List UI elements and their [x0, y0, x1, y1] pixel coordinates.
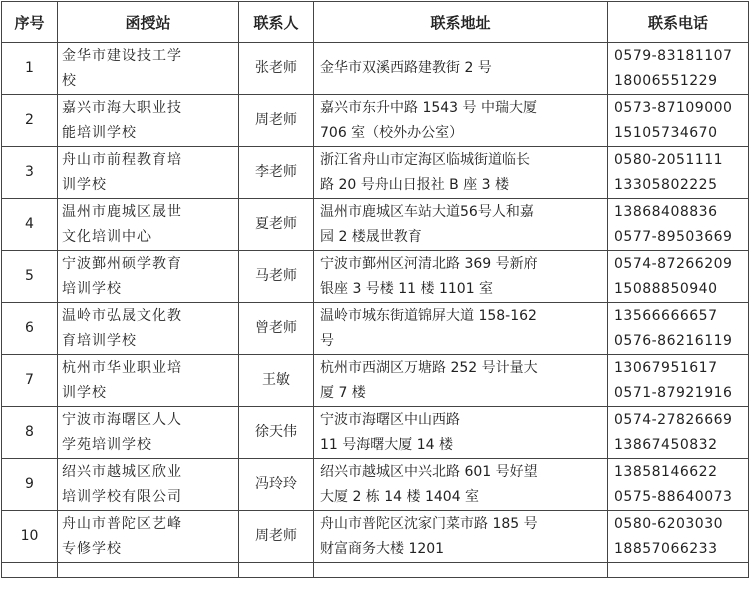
empty-cell [608, 563, 749, 578]
contact-person: 李老师 [239, 147, 314, 199]
table-row [2, 303, 749, 355]
address-line: 金华市双溪西路建教街 2 号 [320, 60, 492, 76]
contact-phone [608, 407, 749, 459]
station-name [58, 303, 239, 355]
address-line: 大厦 2 栋 14 楼 1404 室 [320, 488, 480, 505]
contact-person: 周老师 [239, 511, 314, 563]
station-name [58, 199, 239, 251]
contact-person: 夏老师 [239, 199, 314, 251]
address-line: 舟山市普陀区沈家门菜市路 185 号 [320, 515, 538, 532]
phone-number: 0576-86216119 [614, 332, 733, 349]
empty-cell [58, 563, 239, 578]
station-name-line: 训学校 [62, 384, 107, 401]
phone-number: 13566666657 [614, 307, 718, 324]
contact-address [314, 95, 608, 147]
empty-cell [239, 563, 314, 578]
contact-person: 周老师 [239, 95, 314, 147]
table-row [2, 407, 749, 459]
contact-address [314, 407, 608, 459]
address-line: 温州市鹿城区车站大道56号人和嘉 [320, 203, 534, 220]
station-name-line: 宁波市海曙区人人 [62, 411, 182, 428]
row-index: 2 [2, 95, 58, 147]
table-row [2, 43, 749, 95]
phone-number: 0575-88640073 [614, 488, 733, 505]
row-index: 9 [2, 459, 58, 511]
row-index: 1 [2, 43, 58, 95]
station-name-line: 学苑培训学校 [62, 436, 152, 453]
contact-address [314, 251, 608, 303]
contact-address [314, 355, 608, 407]
phone-number: 13858146622 [614, 463, 718, 480]
phone-number: 0571-87921916 [614, 384, 733, 401]
address-line: 号 [320, 332, 334, 349]
phone-number: 13867450832 [614, 436, 718, 453]
contact-phone [608, 459, 749, 511]
contact-person: 马老师 [239, 251, 314, 303]
contact-phone [608, 199, 749, 251]
contact-phone [608, 95, 749, 147]
station-name-line: 培训学校有限公司 [62, 488, 182, 505]
phone-number: 15105734670 [614, 124, 718, 141]
contact-person: 王敏 [239, 355, 314, 407]
header-station: 函授站 [58, 2, 239, 43]
contact-phone [608, 355, 749, 407]
contact-address [314, 43, 608, 95]
table-row [2, 95, 749, 147]
table-header-row [2, 2, 749, 43]
phone-number: 0580-6203030 [614, 515, 724, 532]
contact-phone [608, 511, 749, 563]
header-index: 序号 [2, 2, 58, 43]
station-name-line: 舟山市前程教育培 [62, 151, 182, 168]
phone-number: 13305802225 [614, 176, 718, 193]
station-name-line: 能培训学校 [62, 124, 137, 141]
address-line: 宁波市鄞州区河清北路 369 号新府 [320, 255, 538, 272]
station-name [58, 95, 239, 147]
table-row [2, 251, 749, 303]
header-address: 联系地址 [314, 2, 608, 43]
phone-number: 13067951617 [614, 359, 718, 376]
address-line: 银座 3 号楼 11 楼 1101 室 [320, 280, 494, 297]
station-name [58, 147, 239, 199]
station-name-line: 训学校 [62, 176, 107, 193]
address-line: 杭州市西湖区万塘路 252 号计量大 [320, 359, 538, 376]
address-line: 嘉兴市东升中路 1543 号 中瑞大厦 [320, 99, 537, 116]
address-line: 11 号海曙大厦 14 楼 [320, 436, 453, 453]
table-row-partial [2, 563, 749, 578]
address-line: 园 2 楼晟世教育 [320, 228, 422, 245]
station-name-line: 宁波鄞州硕学教育 [62, 255, 182, 272]
header-phone: 联系电话 [608, 2, 749, 43]
station-name-line: 专修学校 [62, 540, 122, 557]
contact-address [314, 303, 608, 355]
phone-number: 0577-89503669 [614, 228, 733, 245]
address-line: 厦 7 楼 [320, 384, 366, 401]
station-name [58, 251, 239, 303]
address-line: 路 20 号舟山日报社 B 座 3 楼 [320, 176, 510, 193]
address-line: 绍兴市越城区中兴北路 601 号好望 [320, 463, 538, 480]
header-contact: 联系人 [239, 2, 314, 43]
station-name-line: 金华市建设技工学 [62, 47, 182, 64]
phone-number: 15088850940 [614, 280, 718, 297]
address-line: 财富商务大楼 1201 [320, 540, 445, 557]
row-index: 8 [2, 407, 58, 459]
phone-number: 18857066233 [614, 540, 718, 557]
phone-number: 0579-83181107 [614, 47, 733, 64]
address-line: 浙江省舟山市定海区临城街道临长 [320, 151, 530, 168]
contact-person: 曾老师 [239, 303, 314, 355]
contact-address [314, 199, 608, 251]
station-name [58, 355, 239, 407]
table-row [2, 199, 749, 251]
phone-number: 13868408836 [614, 203, 718, 220]
contact-address [314, 459, 608, 511]
contact-phone [608, 43, 749, 95]
phone-number: 0573-87109000 [614, 99, 733, 116]
table-row [2, 355, 749, 407]
table-row [2, 459, 749, 511]
table-row [2, 511, 749, 563]
contact-phone [608, 147, 749, 199]
row-index: 3 [2, 147, 58, 199]
row-index: 7 [2, 355, 58, 407]
row-index: 4 [2, 199, 58, 251]
contact-phone [608, 303, 749, 355]
station-name-line: 温州市鹿城区晟世 [62, 203, 182, 220]
station-name [58, 407, 239, 459]
empty-cell [314, 563, 608, 578]
contact-address [314, 511, 608, 563]
station-name-line: 嘉兴市海大职业技 [62, 99, 182, 116]
training-station-table [1, 1, 749, 578]
row-index: 5 [2, 251, 58, 303]
address-line: 宁波市海曙区中山西路 [320, 411, 460, 428]
station-name-line: 校 [62, 72, 77, 89]
phone-number: 0580-2051111 [614, 151, 724, 168]
station-name-line: 文化培训中心 [62, 228, 152, 245]
contact-phone [608, 251, 749, 303]
station-name [58, 43, 239, 95]
station-name [58, 511, 239, 563]
row-index: 10 [2, 511, 58, 563]
empty-cell [2, 563, 58, 578]
contact-person: 张老师 [239, 43, 314, 95]
station-name-line: 培训学校 [62, 280, 122, 297]
contact-person: 冯玲玲 [239, 459, 314, 511]
station-name-line: 绍兴市越城区欣业 [62, 463, 182, 480]
station-name-line: 育培训学校 [62, 332, 137, 349]
phone-number: 0574-87266209 [614, 255, 733, 272]
contact-address [314, 147, 608, 199]
phone-number: 18006551229 [614, 72, 718, 89]
table-row [2, 147, 749, 199]
station-name-line: 舟山市普陀区艺峰 [62, 515, 182, 532]
station-name-line: 温岭市弘晟文化教 [62, 307, 182, 324]
address-line: 706 室（校外办公室） [320, 124, 464, 141]
contact-person: 徐天伟 [239, 407, 314, 459]
phone-number: 0574-27826669 [614, 411, 733, 428]
row-index: 6 [2, 303, 58, 355]
address-line: 温岭市城东街道锦屏大道 158-162 [320, 307, 537, 324]
station-name [58, 459, 239, 511]
station-name-line: 杭州市华业职业培 [62, 359, 182, 376]
